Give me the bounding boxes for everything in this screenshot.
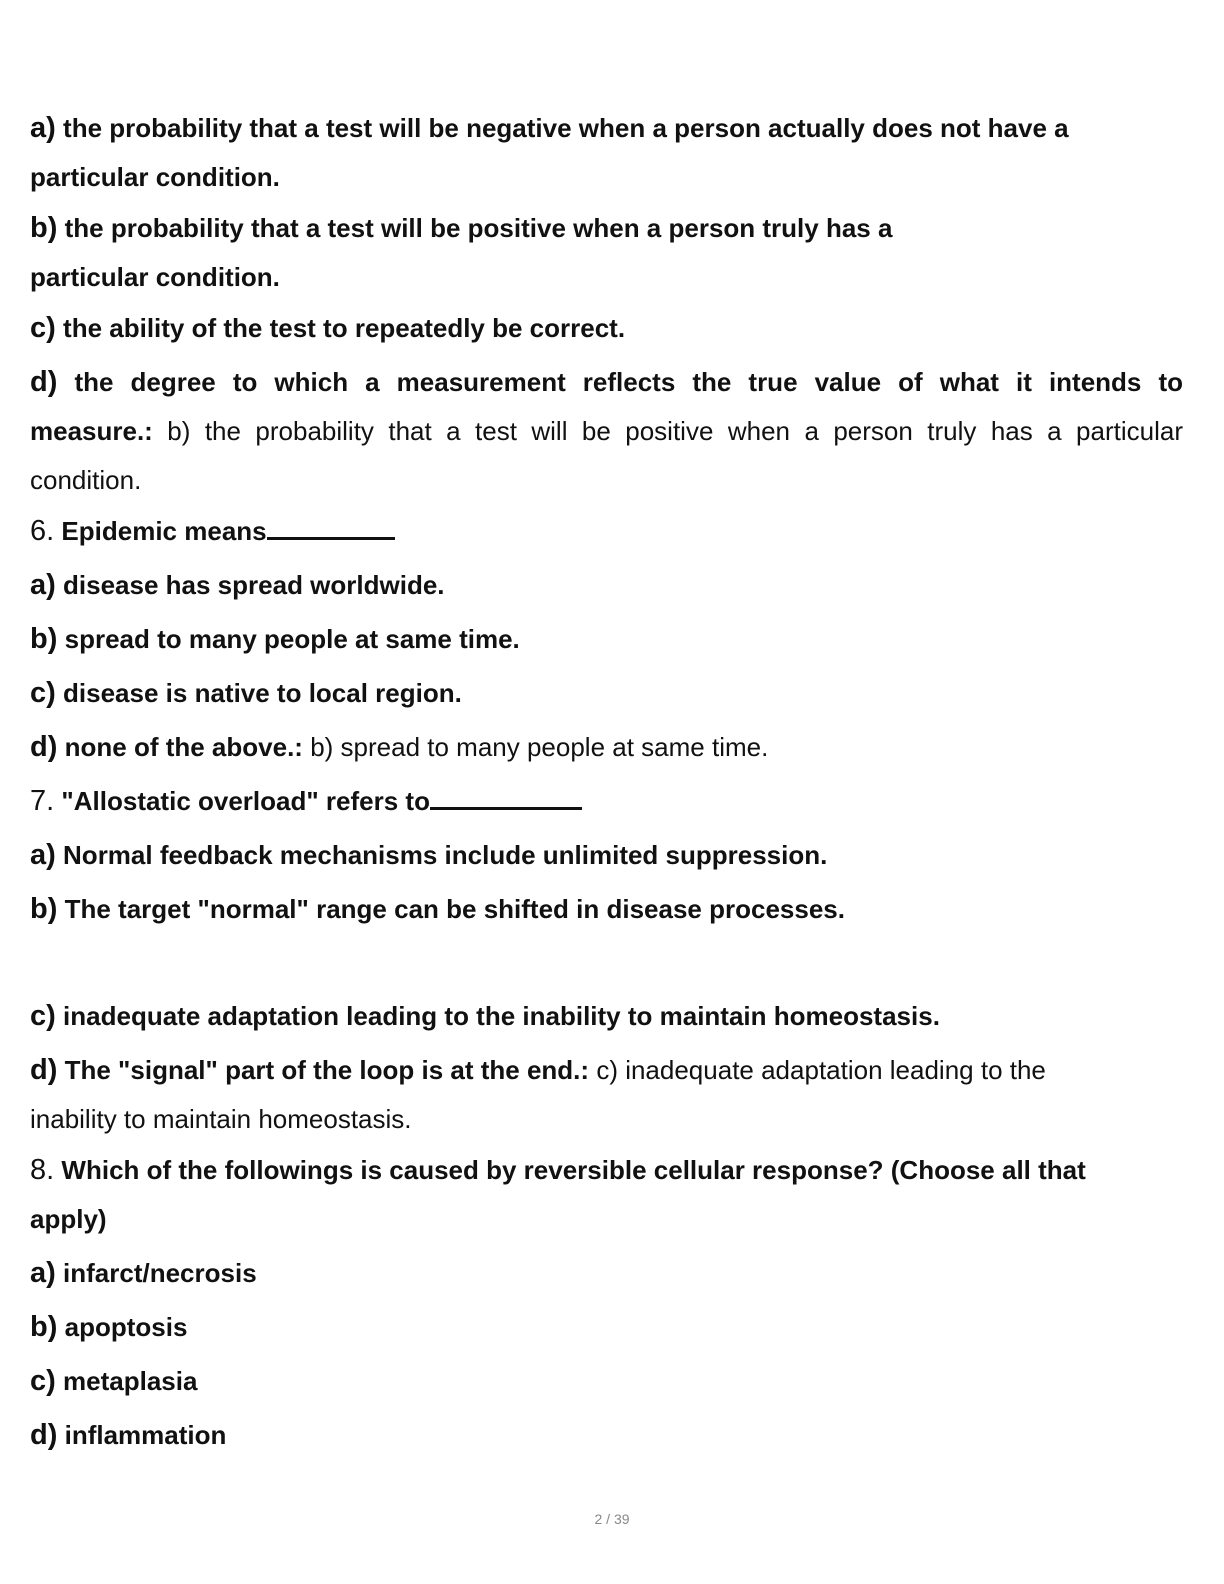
option-text: disease is native to local region.: [63, 678, 462, 708]
question-number: 7.: [30, 785, 55, 817]
option-text: The target "normal" range can be shifted in disease processes.: [64, 894, 845, 924]
option-text: the probability that a test will be positive when a person truly has a: [64, 213, 893, 243]
option-text: disease has spread worldwide.: [63, 570, 445, 600]
option-letter: a): [30, 839, 56, 871]
q5-option-d: [30, 358, 1183, 407]
option-text: none of the above.:: [64, 732, 303, 762]
q5-option-c: [30, 304, 1183, 353]
question-number: 8.: [30, 1154, 55, 1186]
option-letter: c): [30, 677, 56, 709]
option-text: apoptosis: [64, 1312, 188, 1342]
option-text: the probability that a test will be negative when a person actually does not have a: [63, 113, 1069, 143]
q7-option-c: [30, 992, 1183, 1041]
q8-option-a: [30, 1249, 1183, 1298]
question-text: Which of the followings is caused by reversible cellular response? (Choose all that: [61, 1155, 1086, 1185]
q8-option-d: [30, 1411, 1183, 1460]
page-indicator: 2 / 39: [594, 1511, 630, 1527]
q7-option-b: [30, 885, 1183, 934]
option-letter: a): [30, 112, 56, 144]
option-letter: a): [30, 569, 56, 601]
q7-option-a: [30, 831, 1183, 880]
q7-option-d: [30, 1046, 1183, 1095]
option-letter: d): [30, 731, 58, 763]
option-letter: d): [30, 366, 58, 398]
option-letter: a): [30, 1257, 56, 1289]
option-text: Normal feedback mechanisms include unlimited suppression.: [63, 840, 828, 870]
option-text: the degree to which a measurement reflects the true value of what it intends to: [74, 367, 1183, 397]
answer-text: c) inadequate adaptation leading to the: [596, 1055, 1046, 1085]
option-letter: d): [30, 1054, 58, 1086]
option-text: inflammation: [64, 1420, 227, 1450]
answer-text: b) the probability that a test will be positive when a person truly has a particular: [167, 416, 1183, 446]
question-number: 6.: [30, 515, 55, 547]
q8-option-c: [30, 1357, 1183, 1406]
option-letter: b): [30, 212, 58, 244]
q5-option-a-cont: particular condition.: [30, 162, 280, 192]
q5-option-b: [30, 204, 1183, 253]
question-text: Epidemic means: [61, 516, 267, 546]
answer-blank: [430, 806, 582, 810]
q5-option-d-cont: [30, 407, 1183, 456]
q6-option-a: [30, 561, 1183, 610]
blank-spacer: [30, 934, 1183, 987]
q6-option-d: [30, 723, 1183, 772]
option-text: spread to many people at same time.: [64, 624, 520, 654]
option-text: metaplasia: [63, 1366, 198, 1396]
q6-option-b: [30, 615, 1183, 664]
q8-question-cont: apply): [30, 1204, 107, 1234]
option-text: measure.:: [30, 416, 153, 446]
answer-text: b) spread to many people at same time.: [310, 732, 769, 762]
option-letter: d): [30, 1419, 58, 1451]
q8-option-b: [30, 1303, 1183, 1352]
option-letter: c): [30, 1365, 56, 1397]
q6-question: [30, 507, 1183, 556]
option-letter: b): [30, 623, 58, 655]
q6-option-c: [30, 669, 1183, 718]
option-text: infarct/necrosis: [63, 1258, 257, 1288]
option-text: The "signal" part of the loop is at the end.:: [64, 1055, 590, 1085]
document-page: [30, 104, 1183, 1460]
q5-option-b-cont: particular condition.: [30, 262, 280, 292]
option-letter: b): [30, 1311, 58, 1343]
option-text: inadequate adaptation leading to the inability to maintain homeostasis.: [63, 1001, 940, 1031]
q7-question: [30, 777, 1183, 826]
option-letter: c): [30, 1000, 56, 1032]
question-text: "Allostatic overload" refers to: [61, 786, 430, 816]
option-letter: c): [30, 312, 56, 344]
answer-blank: [267, 536, 395, 540]
option-text: the ability of the test to repeatedly be correct.: [63, 313, 626, 343]
q5-option-a: [30, 104, 1183, 153]
option-letter: b): [30, 893, 58, 925]
answer-text-cont: inability to maintain homeostasis.: [30, 1104, 412, 1134]
answer-text-cont: condition.: [30, 465, 142, 495]
q8-question: [30, 1146, 1183, 1195]
